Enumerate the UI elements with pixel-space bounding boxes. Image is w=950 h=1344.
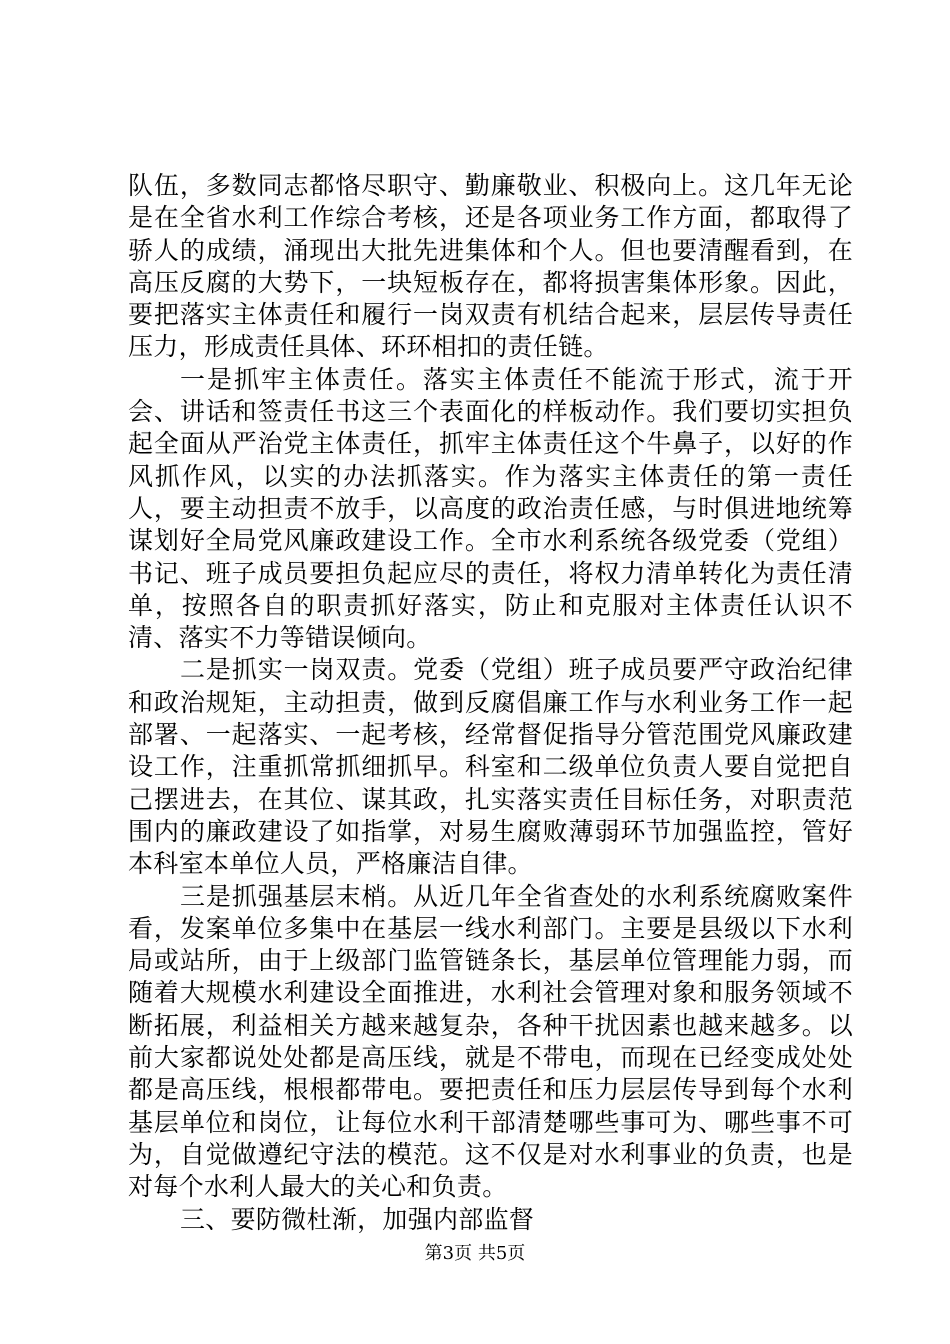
paragraph-grassroots: 三是抓强基层末梢。从近几年全省查处的水利系统腐败案件看，发案单位多集中在基层一线水利部门。主要是县级以下水利局或站所，由于上级部门监管链条长，基层单位管理能力弱，而随着大规模水利建设全面推进，水利社会管理对象和服务领域不断拓展，利益相关方越来越复杂，各种干扰因素也越来越多。以前大家都说处处都是高压线，就是不带电，而现在已经变成处处都是高压线，根根都带电。要把责任和压力层层传导到每个水利基层单位和岗位，让每位水利干部清楚哪些事可为、哪些事不可为，自觉做遵纪守法的模范。这不仅是对水利事业的负责，也是对每个水利人最大的关心和负责。 — [128, 881, 853, 1202]
section-heading: 三、要防微杜渐，加强内部监督 — [180, 1204, 535, 1234]
paragraph-continuation: 队伍，多数同志都恪尽职守、勤廉敬业、积极向上。这几年无论是在全省水利工作综合考核，还是各项业务工作方面，都取得了骄人的成绩，涌现出大批先进集体和个人。但也要清醒看到，在高压反腐的大势下，一块短板存在，都将损害集体形象。因此，要把落实主体责任和履行一岗双责有机结合起来，层层传导责任压力，形成责任具体、环环相扣的责任链。 — [128, 171, 853, 362]
paragraph-dual-responsibility: 二是抓实一岗双责。党委（党组）班子成员要严守政治纪律和政治规矩，主动担责，做到反腐倡廉工作与水利业务工作一起部署、一起落实、一起考核，经常督促指导分管范围党风廉政建设工作，注重抓常抓细抓早。科室和二级单位负责人要自觉把自己摆进去，在其位、谋其政，扎实落实责任目标任务，对职责范围内的廉政建设了如指掌，对易生腐败薄弱环节加强监控，管好本科室本单位人员，严格廉洁自律。 — [128, 655, 853, 879]
paragraph-main-responsibility: 一是抓牢主体责任。落实主体责任不能流于形式，流于开会、讲话和签责任书这三个表面化的样板动作。我们要切实担负起全面从严治党主体责任，抓牢主体责任这个牛鼻子，以好的作风抓作风，以实的办法抓落实。作为落实主体责任的第一责任人，要主动担责不放手，以高度的政治责任感，与时俱进地统筹谋划好全局党风廉政建设工作。全市水利系统各级党委（党组）书记、班子成员要担负起应尽的责任，将权力清单转化为责任清单，按照各自的职责抓好落实，防止和克服对主体责任认识不清、落实不力等错误倾向。 — [128, 364, 853, 653]
document-body — [128, 170, 853, 1236]
page-number-footer: 第3页 共5页 — [424, 1243, 526, 1264]
